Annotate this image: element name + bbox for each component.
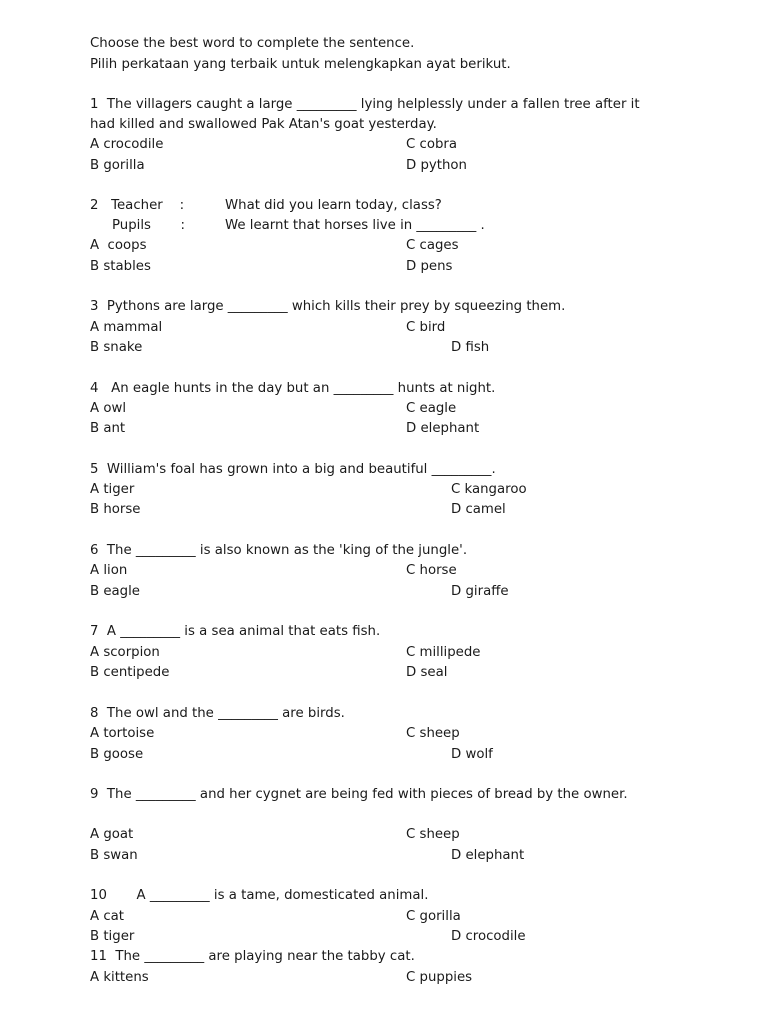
option-a: A owl xyxy=(90,401,127,416)
option-d: D camel xyxy=(451,502,506,517)
option-b: B tiger xyxy=(90,929,135,944)
option-d: D seal xyxy=(406,665,448,680)
option-a: A kittens xyxy=(90,970,149,985)
option-a: A cat xyxy=(90,909,124,924)
option-d: D pens xyxy=(406,259,453,274)
question-stem: 3 Pythons are large _________ which kills their prey by squeezing them. xyxy=(90,299,566,314)
option-c: C horse xyxy=(406,563,457,578)
dialogue-line: What did you learn today, class? xyxy=(225,198,442,213)
option-b: B gorilla xyxy=(90,158,145,173)
option-c: C sheep xyxy=(406,726,460,741)
option-d: D wolf xyxy=(451,747,493,762)
option-b: B ant xyxy=(90,421,126,436)
dialogue-line: We learnt that horses live in _________ . xyxy=(225,218,485,233)
option-d: D crocodile xyxy=(451,929,526,944)
option-d: D fish xyxy=(451,340,490,355)
option-c: C gorilla xyxy=(406,909,461,924)
option-d: D elephant xyxy=(406,421,480,436)
option-d: D giraffe xyxy=(451,584,509,599)
option-b: B stables xyxy=(90,259,151,274)
option-b: B centipede xyxy=(90,665,170,680)
option-a: A goat xyxy=(90,827,134,842)
question-stem: 7 A _________ is a sea animal that eats fish. xyxy=(90,624,381,639)
option-c: C kangaroo xyxy=(451,482,527,497)
option-c: C eagle xyxy=(406,401,457,416)
question-stem: had killed and swallowed Pak Atan's goat yesterday. xyxy=(90,117,437,132)
option-b: B horse xyxy=(90,502,141,517)
dialogue-speaker: 2 Teacher : xyxy=(90,198,185,213)
option-d: D python xyxy=(406,158,467,173)
option-c: C sheep xyxy=(406,827,460,842)
question-stem: 5 William's foal has grown into a big and beautiful _________. xyxy=(90,462,496,477)
option-a: A scorpion xyxy=(90,645,160,660)
option-a: A tiger xyxy=(90,482,135,497)
option-c: C bird xyxy=(406,320,446,335)
question-stem: 6 The _________ is also known as the 'king of the jungle'. xyxy=(90,543,468,558)
dialogue-speaker: Pupils : xyxy=(112,218,186,233)
option-a: A tortoise xyxy=(90,726,155,741)
option-d: D elephant xyxy=(451,848,525,863)
question-stem: 9 The _________ and her cygnet are being fed with pieces of bread by the owner. xyxy=(90,787,628,802)
question-stem: 10 A _________ is a tame, domesticated animal. xyxy=(90,888,429,903)
question-stem: 11 The _________ are playing near the tabby cat. xyxy=(90,949,415,964)
option-b: B snake xyxy=(90,340,143,355)
option-b: B goose xyxy=(90,747,144,762)
option-a: A coops xyxy=(90,238,147,253)
option-c: C puppies xyxy=(406,970,473,985)
instruction-english: Choose the best word to complete the sentence. xyxy=(90,36,415,51)
instruction-malay: Pilih perkataan yang terbaik untuk melengkapkan ayat berikut. xyxy=(90,57,511,72)
option-a: A lion xyxy=(90,563,128,578)
question-stem: 1 The villagers caught a large _________ lying helplessly under a fallen tree after it xyxy=(90,97,640,112)
option-b: B swan xyxy=(90,848,138,863)
option-b: B eagle xyxy=(90,584,140,599)
option-c: C millipede xyxy=(406,645,481,660)
question-stem: 8 The owl and the _________ are birds. xyxy=(90,706,345,721)
question-stem: 4 An eagle hunts in the day but an _________ hunts at night. xyxy=(90,381,496,396)
option-c: C cobra xyxy=(406,137,458,152)
option-c: C cages xyxy=(406,238,459,253)
option-a: A mammal xyxy=(90,320,163,335)
option-a: A crocodile xyxy=(90,137,164,152)
